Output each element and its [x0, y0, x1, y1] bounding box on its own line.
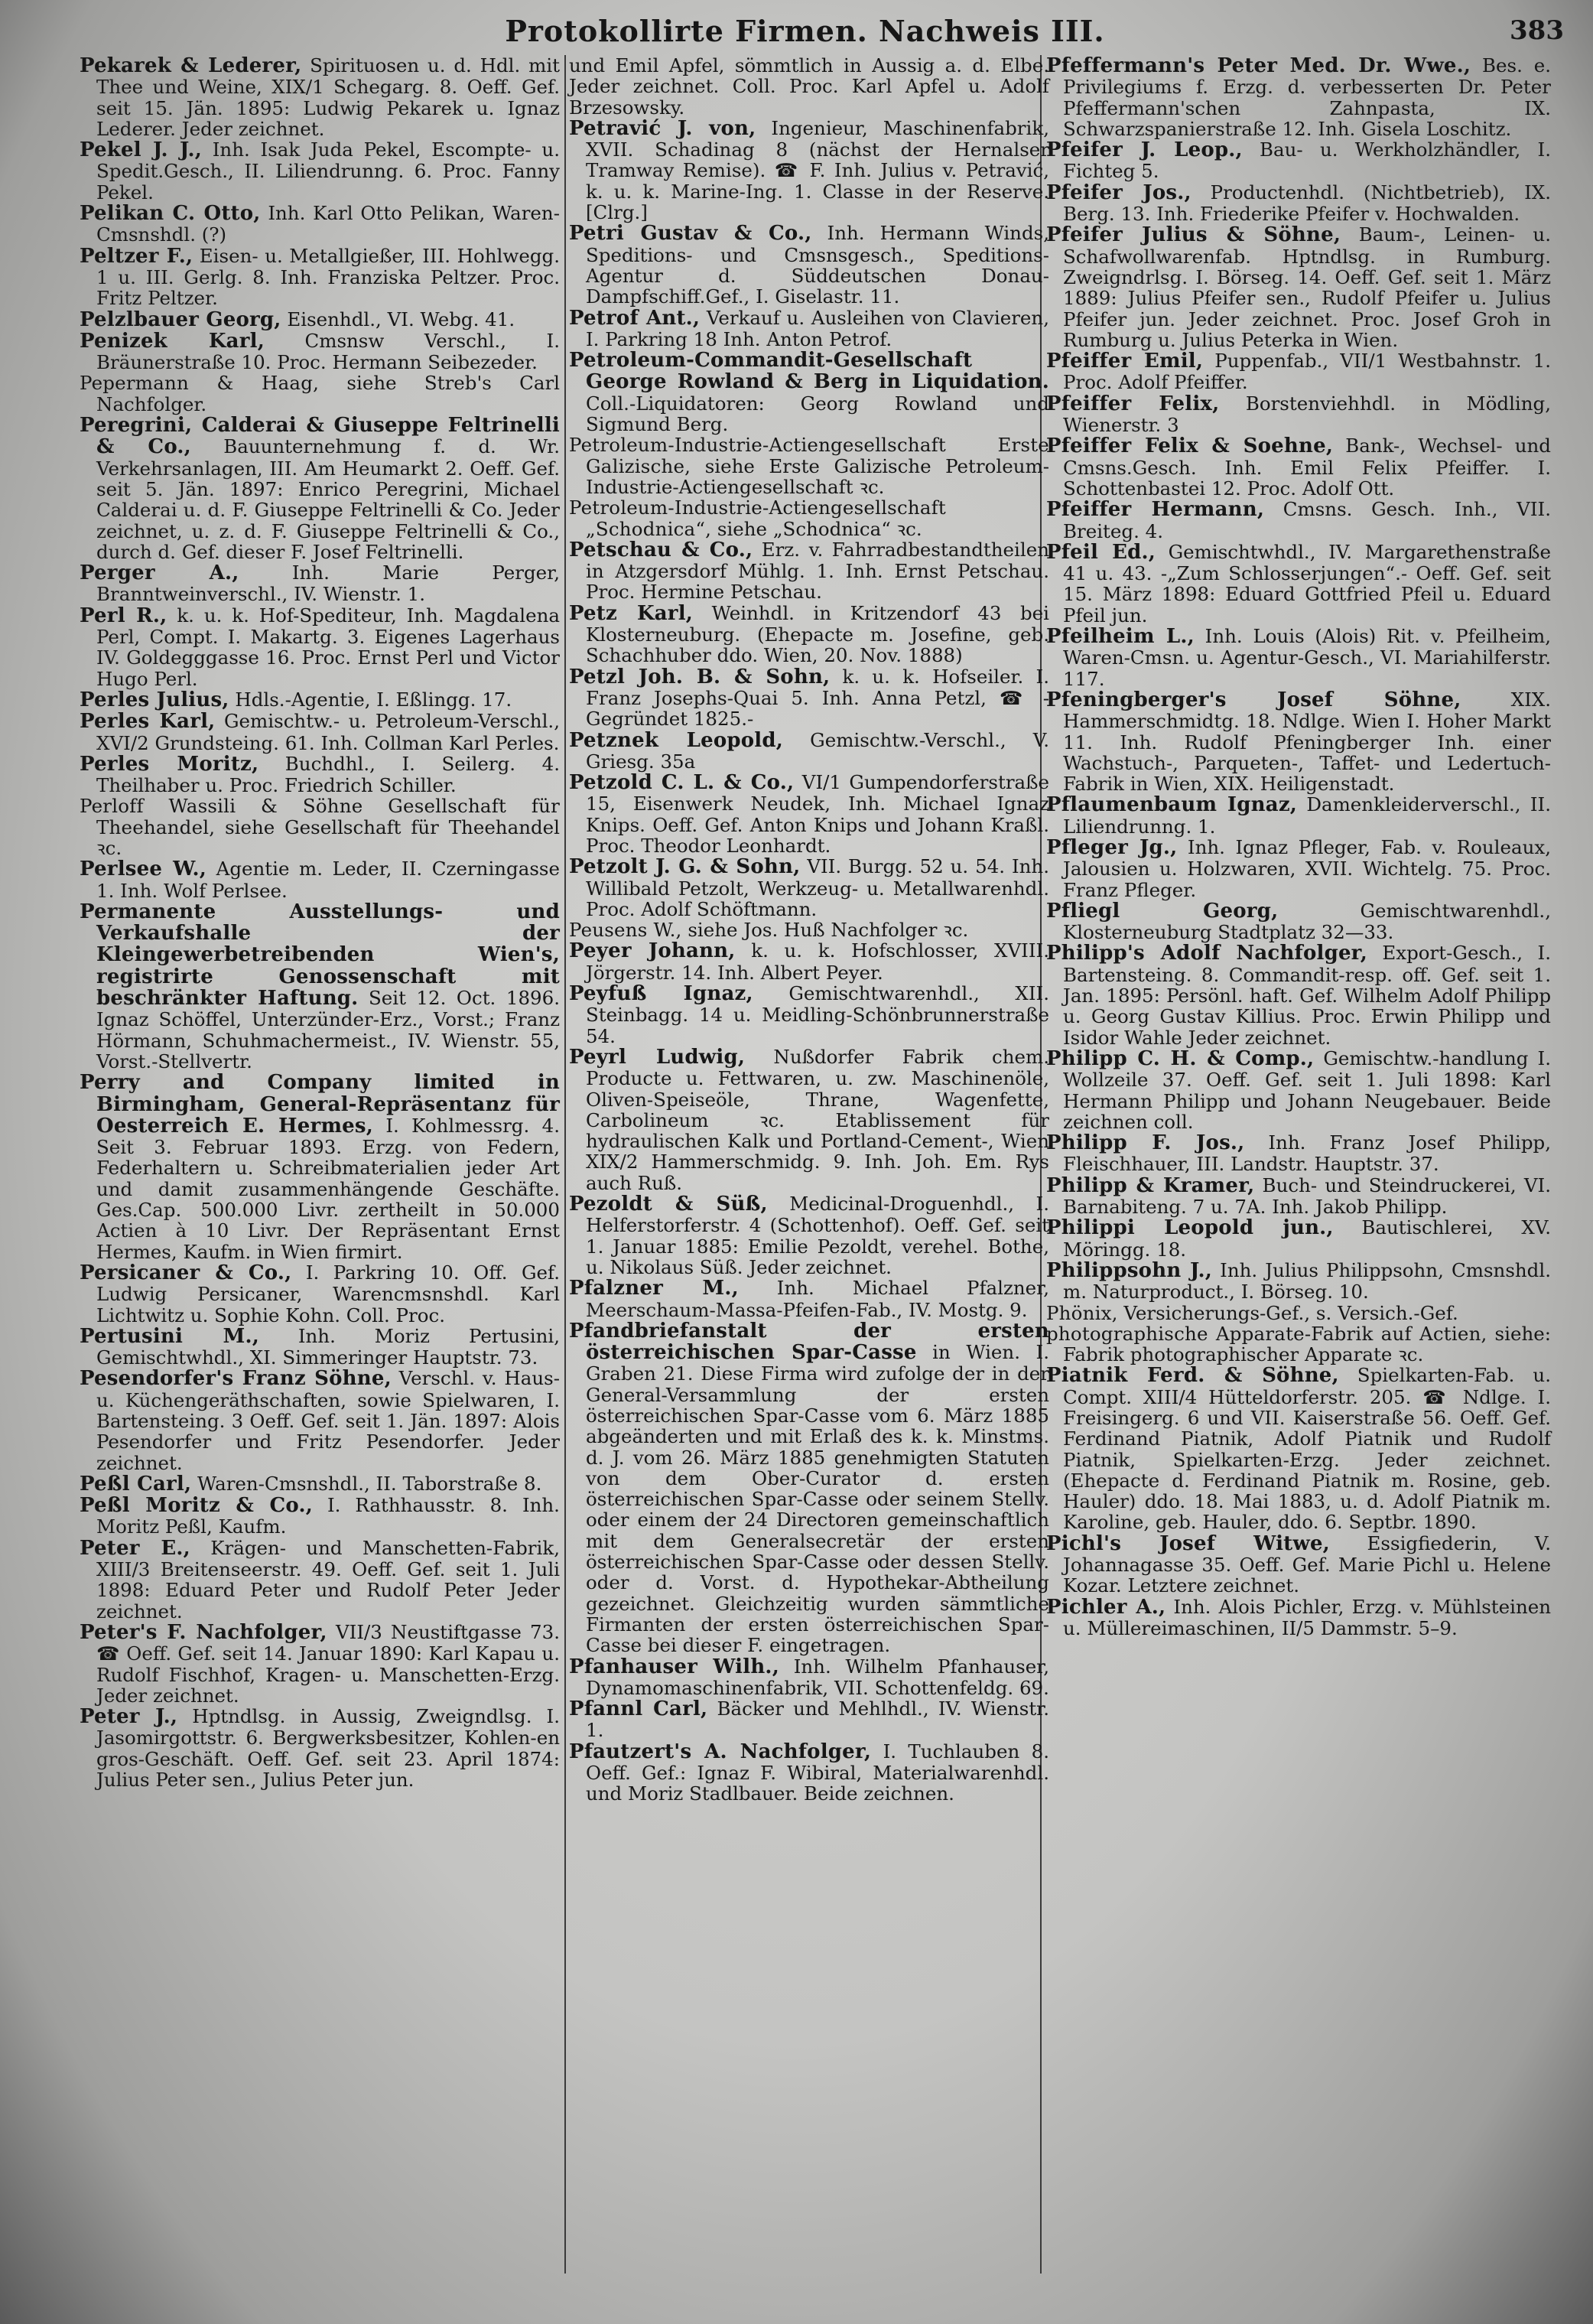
firm-details: siehe Erste Galizische Petroleum-Industrie-Actiengesellschaft ꝛc. [586, 454, 1049, 498]
firm-name: Peßl Moritz & Co., [80, 1494, 313, 1518]
firm-details: Gemischtwarenhdl., Klosterneuburg Stadtplatz 32—33. [1063, 899, 1551, 944]
firm-entry [80, 711, 560, 754]
firm-name: Perles Karl, [80, 710, 216, 734]
firm-entry [569, 1046, 1049, 1193]
firm-name: Piatnik Ferd. & Söhne, [1046, 1364, 1339, 1388]
firm-name: Petzold C. L. & Co., [569, 771, 795, 795]
firm-details: Inh. Alois Pichler, Erzg. v. Mühlsteinen u. Müllereimaschinen, II/5 Dammstr. 5–9. [1063, 1595, 1552, 1639]
running-title: Protokollirte Firmen. Nachweis III. [505, 14, 1105, 48]
firm-entry [1046, 837, 1551, 900]
firm-name: Petznek Leopold, [569, 728, 784, 752]
firm-name: Peregrini, Calderai & Giuseppe Feltrinelli & Co., [80, 414, 560, 459]
firm-entry [1046, 1365, 1551, 1532]
firm-name: Pfeil Ed., [1046, 540, 1156, 564]
firm-details: Hptndlsg. in Aussig, Zweigndlsg. I. Jasomirgottstr. 6. Bergwerksbesitzer, Kohlen-en gros-Geschäft. Oeff. Gef. seit 23. April 1874: Julius Peter sen., Julius Peter jun. [96, 1705, 560, 1792]
firm-entry [1046, 435, 1551, 499]
firm-entry [1046, 393, 1551, 436]
firm-details: I. Tuchlauben 8. Oeff. Gef.: Ignaz F. Wibiral, Materialwarenhdl. und Moriz Stadlbauer. Beide zeichnen. [586, 1740, 1049, 1805]
firm-entry [1046, 350, 1551, 393]
firm-name: Pfeiffer Felix & Soehne, [1046, 435, 1334, 458]
firm-details: Inh. Louis (Alois) Rit. v. Pfeilheim, Waren-Cmsn. u. Agentur-Gesch., VI. Mariahilferstr. 117. [1063, 625, 1552, 690]
firm-details: Gemischtwarenhdl., XII. Steinbagg. 14 u. Meidling-Schönbrunnerstraße 54. [586, 982, 1049, 1047]
firm-name: Persicaner & Co., [80, 1261, 292, 1284]
firm-name: Pfeilheim L., [1046, 625, 1195, 649]
firm-details: Erz. v. Fahrradbestandtheilen in Atzgersdorf Mühlg. 1. Inh. Ernst Petschau. Proc. Hermine Petschau. [586, 538, 1049, 604]
firm-name: Pichler A., [1046, 1595, 1166, 1619]
firm-details: VII. Burgg. 52 u. 54. Inh. Willibald Petzolt, Werkzeug- u. Metallwarenhdl. Proc. Adolf Schöftmann. [586, 855, 1049, 920]
firm-details: Gemischtw.- u. Petroleum-Verschl., XVI/2 Grundsteing. 61. Inh. Collman Karl Perles. [96, 710, 560, 754]
firm-entry [80, 415, 560, 562]
firm-name: Pepermann & Haag, [80, 372, 320, 395]
firm-details: Gemischtwhdl., IV. Margarethenstraße 41 u. 43. -„Zum Schlosserjungen“.- Oeff. Gef. seit 15. März 1898: Eduard Gottfried Pfeil u. Eduard Pfeil jun. [1063, 540, 1551, 627]
firm-entry [1046, 1597, 1551, 1639]
firm-entry [569, 118, 1049, 223]
firm-entry [1046, 1175, 1551, 1218]
firm-entry [1046, 1217, 1551, 1260]
firm-entry [1046, 900, 1551, 943]
firm-details: Inh. Michael Pfalzner, Meerschaum-Massa-Pfeifen-Fab., IV. Mostg. 9. [586, 1277, 1049, 1321]
firm-entry [1046, 139, 1551, 182]
firm-entry [80, 373, 560, 415]
firm-entry [80, 309, 560, 330]
firm-details: Eisen- u. Metallgießer, III. Hohlwegg. 1 u. III. Gerlg. 8. Inh. Franziska Peltzer. Proc. Fritz Peltzer. [96, 244, 560, 310]
firm-details: Cmsns. Gesch. Inh., VII. Breiteg. 4. [1063, 498, 1551, 542]
firm-entry [569, 223, 1049, 307]
firm-entry [569, 772, 1049, 856]
firm-details: Baum-, Leinen- u. Schafwollwarenfab. Hptndlsg. in Rumburg. Zweigndrlsg. I. Börseg. 14. Oeff. Gef. seit 1. März 1889: Julius Pfeifer sen., Rudolf Pfeifer u. Julius Pfeifer jun. Jeder zeichnet. Proc. Josef Groh in Rumburg u. Julius Peterka in Wien. [1063, 223, 1552, 351]
firm-name: Peyfuß Ignaz, [569, 982, 753, 1006]
firm-name: Phönix, [1046, 1301, 1118, 1324]
firm-details: Bank-, Wechsel- und Cmsns.Gesch. Inh. Emil Felix Pfeiffer. I. Schottenbastei 12. Proc. Adolf Ott. [1063, 435, 1551, 500]
firm-entry [80, 1262, 560, 1326]
firm-details: Krägen- und Manschetten-Fabrik, XIII/3 Breitenseerstr. 49. Oeff. Gef. seit 1. Juli 1898: Eduard Peter und Rudolf Peter Jeder zeichnet. [96, 1536, 560, 1623]
firm-details: Buch- und Steindruckerei, VI. Barnabiteng. 7 u. 7A. Inh. Jakob Philipp. [1063, 1173, 1551, 1219]
firm-name: Peßl Carl, [80, 1472, 192, 1496]
firm-name: Pelikan C. Otto, [80, 202, 261, 226]
firm-name: Perry and Company limited in Birmingham, General-Repräsentanz für Oesterreich E. Hermes, [80, 1071, 560, 1138]
firm-name: Perlsee W., [80, 858, 207, 881]
firm-entry [80, 1473, 560, 1495]
firm-entry [80, 754, 560, 796]
firm-details: Nußdorfer Fabrik chem. Producte u. Fettwaren, u. zw. Maschinenöle, Oliven-Speiseöle, Thrane, Wagenfette, Carbolineum ꝛc. Etablissement für hydraulischen Kalk und Portland-Cement-, Wien XIX/2 Hammerschmidg. 9. Inh. Joh. Em. Rys auch Ruß. [586, 1045, 1049, 1194]
firm-entry [569, 856, 1049, 920]
firm-entry [1046, 1260, 1551, 1303]
firm-entry [569, 1656, 1049, 1699]
firm-entry [80, 1538, 560, 1622]
firm-name: Pelzlbauer Georg, [80, 308, 281, 331]
firm-details: Verkauf u. Ausleihen von Clavieren, I. Parkring 18 Inh. Anton Petrof. [586, 306, 1049, 350]
firm-entry [1046, 942, 1551, 1047]
firm-entry [80, 1368, 560, 1473]
firm-entry [569, 1278, 1049, 1320]
firm-entry [569, 1193, 1049, 1278]
firm-name: Petroleum-Commandit-Gesellschaft George Rowland & Berg in Liquidation. [569, 349, 1049, 394]
firm-details: Bautischlerei, XV. Möringg. 18. [1063, 1216, 1552, 1261]
firm-entry [80, 1706, 560, 1790]
firm-entry [1046, 1132, 1551, 1175]
firm-details: Damenkleiderverschl., II. Liliendrunng. 1. [1063, 793, 1551, 838]
firm-name: Pfeningberger's Josef Söhne, [1046, 688, 1461, 711]
firm-name: Pfleger Jg., [1046, 835, 1178, 859]
firm-details: I. Kohlmessrg. 4. Seit 3. Februar 1893. Erzg. von Federn, Federhaltern u. Schreibmaterialien jeder Art und damit zusammenhängende Geschäfte. Ges.Cap. 500.000 Livr. zertheilt in 50.000 Actien à 10 Livr. Der Repräsentant Ernst Hermes, Kaufm. in Wien firmirt. [96, 1114, 560, 1263]
firm-details: Bau- u. Werkholzhändler, I. Fichteg 5. [1063, 138, 1551, 183]
firm-name: Perger A., [80, 561, 239, 585]
firm-name: Perles Moritz, [80, 752, 259, 776]
firm-entry [80, 858, 560, 901]
firm-entry [80, 246, 560, 309]
firm-name: Pichl's Josef Witwe, [1046, 1531, 1330, 1555]
firm-entry [569, 539, 1049, 603]
firm-entry [80, 605, 560, 689]
firm-details: Inh. Isak Juda Pekel, Escompte- u. Spedit.Gesch., II. Liliendrunng. 6. Proc. Fanny Pekel. [96, 138, 560, 203]
firm-entry [569, 983, 1049, 1046]
firm-entry [1046, 794, 1551, 837]
firm-entry [1046, 55, 1551, 139]
firm-name: Petroleum-Industrie-Actiengesellschaft „Schodnica“, [569, 496, 946, 540]
firm-details: Inh. Wilhelm Pfanhauser, Dynamomaschinenfabrik, VII. Schottenfeldg. 69. [586, 1655, 1049, 1699]
firm-name: Pesendorfer's Franz Söhne, [80, 1367, 392, 1391]
firm-name: Petri Gustav & Co., [569, 222, 812, 246]
firm-name: Pfeiffer Felix, [1046, 392, 1220, 415]
firm-entry [1046, 224, 1551, 350]
column-3 [1046, 55, 1551, 1639]
firm-details: Inh. Karl Otto Pelikan, Waren-Cmsnshdl. (?) [96, 202, 560, 246]
firm-name: Peter's F. Nachfolger, [80, 1620, 327, 1644]
firm-details: Bäcker und Mehlhdl., IV. Wienstr. 1. [586, 1697, 1049, 1742]
page-header [46, 14, 1564, 52]
firm-details: Puppenfab., VII/1 Westbahnstr. 1. Proc. Adolf Pfeiffer. [1063, 350, 1552, 394]
firm-details: Gemischtw.-Verschl., V. Griesg. 35a [586, 728, 1049, 773]
firm-details: Export-Gesch., I. Bartensteing. 8. Commandit-resp. off. Gef. seit 1. Jan. 1895: Persönl. haft. Gef. Wilhelm Adolf Philipp u. Georg Gustav Killius. Proc. Erwin Philipp und Isidor Wahle Jeder zeichnet. [1063, 942, 1551, 1049]
firm-details: siehe Streb's Carl Nachfolger. [96, 372, 560, 415]
firm-name: Pfalzner M., [569, 1277, 739, 1300]
firm-details: Ingenieur, Maschinenfabrik, XVII. Schadinag 8 (nächst der Hernalser Tramway Remise). ☎ F. Inh. Julius v. Petravić, k. u. k. Marine-Ing. 1. Classe in der Reserve. [Clrg.] [586, 116, 1049, 224]
firm-name: Petroleum-Industrie-Actiengesellschaft Erste Galizische, [569, 434, 1049, 477]
firm-name: Pfeffermann's Peter Med. Dr. Wwe., [1046, 54, 1471, 77]
firm-name: Perl R., [80, 604, 167, 627]
firm-details: Eisenhdl., VI. Webg. 41. [281, 308, 515, 330]
firm-details: VII/3 Neustiftgasse 73. ☎ Oeff. Gef. seit 14. Januar 1890: Karl Kapau u. Rudolf Fischhof, Kragen- u. Manschetten-Erzg. Jeder zeichnet. [96, 1620, 560, 1707]
firm-entry [1046, 1303, 1551, 1323]
firm-details: Borstenviehhdl. in Mödling, Wienerstr. 3 [1063, 392, 1552, 437]
firm-details: I. Rathhausstr. 8. Inh. Moritz Peßl, Kaufm. [96, 1494, 560, 1538]
firm-name: Pfannl Carl, [569, 1697, 708, 1721]
firm-name: Peyer Johann, [569, 939, 736, 963]
entry-continuation [569, 55, 1049, 118]
firm-entry [1046, 542, 1551, 626]
firm-entry [80, 203, 560, 246]
firm-entry [80, 1622, 560, 1706]
firm-name: Peyrl Ludwig, [569, 1045, 746, 1069]
firm-entry [80, 55, 560, 139]
firm-details: Cmsnsw Verschl., I. Bräunerstraße 10. Proc. Hermann Seibezeder. [96, 329, 560, 374]
firm-details: Inh. Julius Philippsohn, Cmsnshdl. m. Naturproduct., I. Börseg. 10. [1063, 1258, 1551, 1304]
firm-name: Philipp & Kramer, [1046, 1173, 1255, 1197]
firm-details: siehe Gesellschaft für Theehandel ꝛc. [96, 815, 560, 859]
page-number: 383 [1510, 15, 1564, 46]
firm-details: Inh. Franz Josef Philipp, Fleischhauer, III. Landstr. Hauptstr. 37. [1063, 1131, 1551, 1176]
firm-name: Pfandbriefanstalt der ersten österreichischen Spar-Casse [569, 1319, 1049, 1365]
firm-entry [80, 901, 560, 1072]
firm-entry [569, 730, 1049, 773]
firm-entry [80, 796, 560, 858]
firm-name: Pfeifer Julius & Söhne, [1046, 223, 1341, 247]
firm-name: Petrof Ant., [569, 306, 701, 330]
firm-details: Medicinal-Droguenhdl., I. Helferstorferstr. 4 (Schottenhof). Oeff. Gef. seit 1. Januar 1885: Emilie Pezoldt, verehel. Bothe, u. Nikolaus Süß. Jeder zeichnet. [586, 1193, 1050, 1278]
firm-details: Spielkarten-Fab. u. Compt. XIII/4 Hütteldorferstr. 205. ☎ Ndlge. I. Freisingerg. 6 und VII. Kaiserstraße 56. Oeff. Gef. Ferdinand Piatnik, Adolf Piatnik und Rudolf Piatnik, Spielkarten-Erzg. Jeder zeichnet. (Ehepacte d. Ferdinand Piatnik m. Rosine, geb. Hauler) ddo. 18. Mai 1883, u. d. Adolf Piatnik m. Karoline, geb. Hauler, ddo. 6. Septbr. 1890. [1063, 1364, 1551, 1534]
firm-details: Inh. Hermann Winds, Speditions- und Cmsnsgesch., Speditions-Agentur d. Süddeutschen Donau-Dampfschiff.Gef., I. Giselastr. 11. [586, 222, 1049, 308]
firm-entry [1046, 1323, 1551, 1365]
firm-name: Petschau & Co., [569, 538, 753, 561]
firm-details: Productenhdl. (Nichtbetrieb), IX. Berg. 13. Inh. Friederike Pfeifer v. Hochwalden. [1063, 181, 1551, 226]
firm-entry [1046, 499, 1551, 542]
firm-name: Peltzer F., [80, 244, 193, 268]
firm-entry [1046, 1048, 1551, 1132]
firm-details: Bes. e. Privilegiums f. Erzg. d. verbesserten Dr. Peter Pfeffermann'schen Zahnpasta, IX. Schwarzspanierstraße 12. Inh. Gisela Loschitz. [1063, 54, 1551, 140]
firm-entry [80, 1326, 560, 1369]
firm-entry [569, 940, 1049, 983]
firm-entry [1046, 689, 1551, 794]
firm-entry [569, 1698, 1049, 1741]
firm-name: Philipp C. H. & Comp., [1046, 1046, 1315, 1070]
firm-entry [80, 562, 560, 605]
firm-name: Philipp's Adolf Nachfolger, [1046, 942, 1367, 965]
firm-details: in Wien. I. Graben 21. Diese Firma wird zufolge der in der General-Versammlung der ersten österreichischen Spar-Casse vom 6. März 1885 abgeänderten und mit Erlaß des k. k. Minstms. d. J. vom 26. März 1885 genehmigten Statuten von dem Ober-Curator d. ersten österreichischen Spar-Casse oder seinem Stellv. oder einem der 24 Directoren gemeinschaftlich mit dem Generalsecretär der ersten österreichischen Spar-Casse oder dessen Stellv. oder d. Vorst. d. Hypothekar-Abtheilung gezeichnet. Gleichzeitig wurden sämmtliche Firmanten der ersten österreichischen Spar-Casse bei dieser F. eingetragen. [586, 1341, 1049, 1657]
firm-details: Essigfiederin, V. Johannagasse 35. Oeff. Gef. Marie Pichl u. Helene Kozar. Letztere zeichnet. [1063, 1531, 1551, 1597]
firm-entry [569, 1741, 1049, 1805]
firm-details: Verschl. v. Haus- u. Küchengeräthschaften, sowie Spielwaren, I. Bartensteing. 3 Oeff. Gef. seit 1. Jän. 1897: Alois Pesendorfer und Fritz Pesendorfer. Jeder zeichnet. [96, 1367, 560, 1474]
firm-name: Petz Karl, [569, 601, 694, 625]
firm-entry [1046, 182, 1551, 225]
firm-details: Bauunternehmung f. d. Wr. Verkehrsanlagen, III. Am Heumarkt 2. Oeff. Gef. seit 5. Jän. 1897: Enrico Peregrini, Michael Calderai u. d. F. Giuseppe Feltrinelli & Co. Jeder zeichnet, u. z. d. F. Giuseppe Feltrinelli & Co., durch d. Gef. dieser F. Josef Feltrinelli. [96, 435, 560, 563]
firm-details: VI/1 Gumpendorferstraße 15, Eisenwerk Neudek, Inh. Michael Ignaz Knips. Oeff. Gef. Anton Knips und Johann Kraßl. Proc. Theodor Leonhardt. [586, 771, 1049, 857]
firm-name: Petzl Joh. B. & Sohn, [569, 665, 831, 688]
firm-name: Pertusini M., [80, 1324, 259, 1348]
firm-details: k. u. k. Hof-Spediteur, Inh. Magdalena Perl, Compt. I. Makartg. 3. Eigenes Lagerhaus IV. Goldegggasse 16. Proc. Ernst Perl und Victor Hugo Perl. [96, 604, 560, 690]
firm-name: Pekel J. J., [80, 138, 202, 162]
firm-entry [80, 1072, 560, 1262]
firm-details: und Emil Apfel, sömmtlich in Aussig a. d. Elbe. Jeder zeichnet. Coll. Proc. Karl Apfel u. Adolf Brzesowsky. [569, 54, 1049, 119]
firm-details: Weinhdl. in Kritzendorf 43 bei Klosterneuburg. (Ehepacte m. Josefine, geb. Schachhuber ddo. Wien, 20. Nov. 1888) [586, 601, 1049, 667]
firm-entry [80, 689, 560, 711]
firm-name: Pekarek & Lederer, [80, 54, 302, 77]
firm-entry [569, 603, 1049, 666]
firm-name: Pfeifer Jos., [1046, 181, 1191, 204]
firm-name: Pfeiffer Hermann, [1046, 498, 1265, 522]
firm-name: Peter J., [80, 1705, 178, 1729]
firm-entry [569, 308, 1049, 350]
firm-details: Hdls.-Agentie, I. Eßlingg. 17. [229, 688, 512, 711]
firm-details: siehe: Fabrik photographischer Apparate ꝛc. [1063, 1322, 1551, 1366]
firm-details: k. u. k. Hofschlosser, XVIII. Jörgerstr. 14. Inh. Albert Peyer. [586, 939, 1050, 984]
firm-details: XIX. Hammerschmidtg. 18. Ndlge. Wien I. Hoher Markt 11. Inh. Rudolf Pfeningberger Inh. einer Wachstuch-, Parqueten-, Taffet- und Ledertuch-Fabrik in Wien, XIX. Heiligenstadt. [1063, 688, 1552, 796]
firm-name: Philippi Leopold jun., [1046, 1216, 1334, 1240]
firm-name: Pfautzert's A. Nachfolger, [569, 1740, 872, 1763]
firm-entry [569, 435, 1049, 497]
firm-name: Pfeiffer Emil, [1046, 350, 1204, 373]
firm-name: Philipp F. Jos., [1046, 1131, 1245, 1155]
firm-details: k. u. k. Hofseiler. I. Franz Josephs-Quai 5. Inh. Anna Petzl, ☎ -Gegründet 1825.- [586, 665, 1049, 731]
firm-name: Petravić J. von, [569, 116, 756, 140]
firm-details: Versicherungs-Gef., s. Versich.-Gef. [1117, 1301, 1458, 1324]
firm-details: Inh. Marie Perger, Branntweinverschl., IV. Wienstr. 1. [96, 561, 560, 606]
firm-name: photographische Apparate-Fabrik auf Actien, [1046, 1322, 1487, 1345]
firm-name: Pflaumenbaum Ignaz, [1046, 793, 1298, 817]
firm-entry [1046, 1533, 1551, 1597]
firm-details: Gemischtw.-handlung I. Wollzeile 37. Oeff. Gef. seit 1. Juli 1898: Karl Hermann Philipp und Johann Neugebauer. Beide zeichnen coll. [1063, 1046, 1551, 1133]
firm-details: siehe Jos. Huß Nachfolger ꝛc. [681, 919, 969, 942]
firm-name: Pfliegl Georg, [1046, 899, 1279, 923]
firm-name: Pfanhauser Wilh., [569, 1655, 779, 1678]
firm-name: Peusens W., [569, 919, 682, 942]
firm-name: Perloff Wassili & Söhne Gesellschaft für Theehandel, [80, 795, 560, 838]
firm-entry [569, 666, 1049, 730]
firm-details: Inh. Ignaz Pfleger, Fab. v. Rouleaux, Jalousien u. Holzwaren, XVII. Wichtelg. 75. Proc. Franz Pfleger. [1063, 835, 1551, 901]
column-2 [569, 55, 1049, 1805]
firm-details: siehe „Schodnica“ ꝛc. [711, 517, 922, 540]
firm-name: Peter E., [80, 1536, 190, 1560]
firm-name: Penizek Karl, [80, 329, 265, 353]
firm-name: Pezoldt & Süß, [569, 1193, 768, 1216]
firm-details: Inh. Moriz Pertusini, Gemischtwhdl., XI. Simmeringer Hauptstr. 73. [96, 1324, 560, 1369]
firm-entry [80, 139, 560, 203]
firm-name: Perles Julius, [80, 688, 229, 711]
firm-name: Petzolt J. G. & Sohn, [569, 855, 801, 879]
firm-details: Waren-Cmsnshdl., II. Taborstraße 8. [191, 1472, 542, 1495]
firm-entry [569, 497, 1049, 539]
firm-details: Spirituosen u. d. Hdl. mit Thee und Weine, XIX/1 Schegarg. 8. Oeff. Gef. seit 15. Jän. 1895: Ludwig Pekarek u. Ignaz Lederer. Jeder zeichnet. [96, 54, 560, 140]
firm-details: Seit 12. Oct. 1896. Ignaz Schöffel, Unterzünder-Erz., Vorst.; Franz Hörmann, Schuhmachermeist., IV. Wienstr. 55, Vorst.-Stellvertr. [96, 987, 560, 1072]
firm-details: Coll.-Liquidatoren: Georg Rowland und Sigmund Berg. [586, 392, 1049, 436]
firm-name: Philippsohn J., [1046, 1258, 1213, 1282]
firm-details: I. Parkring 10. Off. Gef. Ludwig Persicaner, Warencmsnshdl. Karl Lichtwitz u. Sophie Kohn. Coll. Proc. [96, 1261, 561, 1326]
firm-name: Pfeifer J. Leop., [1046, 138, 1243, 162]
firm-entry [80, 1495, 560, 1538]
firm-entry [80, 330, 560, 373]
firm-details: Buchdhl., I. Seilerg. 4. Theilhaber u. Proc. Friedrich Schiller. [96, 752, 560, 797]
firm-details: Agentie m. Leder, II. Czerningasse 1. Inh. Wolf Perlsee. [96, 858, 560, 902]
firm-entry [569, 1320, 1049, 1656]
firm-name: Permanente Ausstellungs- und Verkaufshalle der Kleingewerbetreibenden Wien's, registrirte Genossenschaft mit beschränkter Haftung. [80, 900, 560, 1011]
column-1 [80, 55, 560, 1790]
firm-entry [569, 920, 1049, 940]
firm-entry [1046, 626, 1551, 689]
firm-entry [569, 350, 1049, 435]
column-divider [564, 55, 566, 2274]
